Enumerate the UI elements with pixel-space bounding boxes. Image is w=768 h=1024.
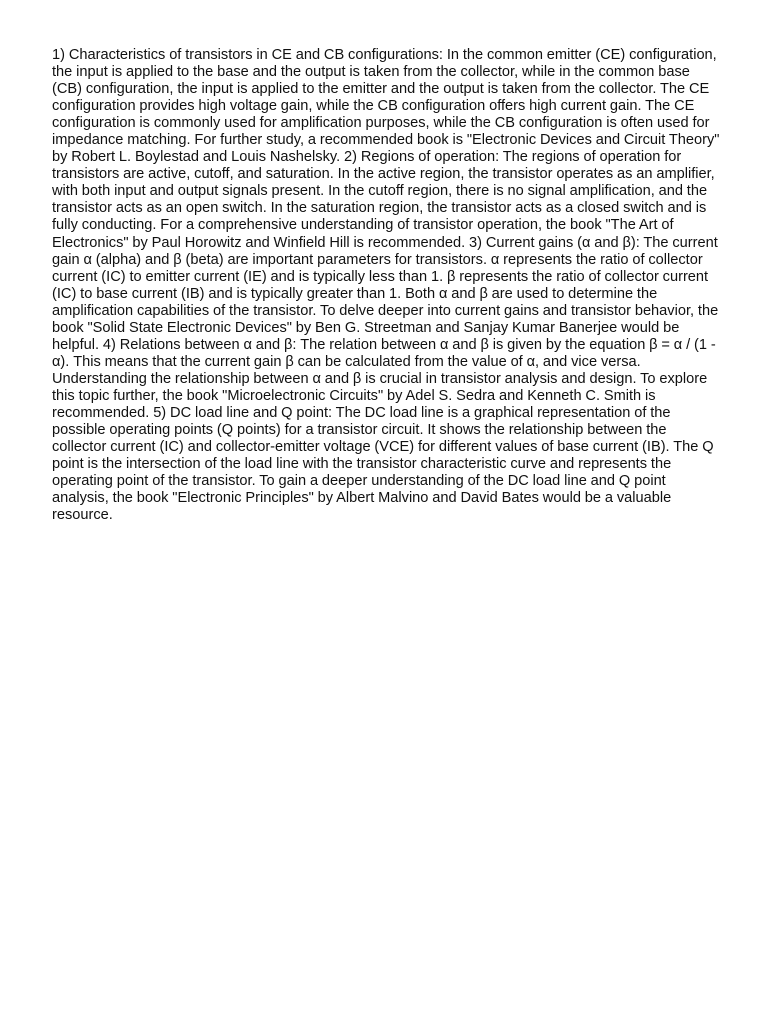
body-paragraph: 1) Characteristics of transistors in CE and CB configurations: In the common emitter (CE) configuration, the input is applied to the base and the output is taken from the collector, while in the common base (CB) configuration, the input is applied to the emitter and the output is taken from the collector. The CE configuration provides high voltage gain, while the CB configuration offers high current gain. The CE configuration is commonly used for amplification purposes, while the CB configuration is often used for impedance matching. For further study, a recommended book is "Electronic Devices and Circuit Theory" by Robert L. Boylestad and Louis Nashelsky. 2) Regions of operation: The regions of operation for transistors are active, cutoff, and saturation. In the active region, the transistor operates as an amplifier, with both input and output signals present. In the cutoff region, there is no signal amplification, and the transistor acts as an open switch. In the saturation region, the transistor acts as a closed switch and is fully conducting. For a comprehensive understanding of transistor operation, the book "The Art of Electronics" by Paul Horowitz and Winfield Hill is recommended. 3) Current gains (α and β): The current gain α (alpha) and β (beta) are important parameters for transistors. α represents the ratio of collector current (IC) to emitter current (IE) and is typically less than 1. β represents the ratio of collector current (IC) to base current (IB) and is typically greater than 1. Both α and β are used to determine the amplification capabilities of the transistor. To delve deeper into current gains and transistor behavior, the book "Solid State Electronic Devices" by Ben G. Streetman and Sanjay Kumar Banerjee would be helpful. 4) Relations between α and β: The relation between α and β is given by the equation β = α / (1 - α). This means that the current gain β can be calculated from the value of α, and vice versa. Understanding the relationship between α and β is crucial in transistor analysis and design. To explore this topic further, the book "Microelectronic Circuits" by Adel S. Sedra and Kenneth C. Smith is recommended. 5) DC load line and Q point: The DC load line is a graphical representation of the possible operating points (Q points) for a transistor circuit. It shows the relationship between the collector current (IC) and collector-emitter voltage (VCE) for different values of base current (IB). The Q point is the intersection of the load line with the transistor characteristic curve and represents the operating point of the transistor. To gain a deeper understanding of the DC load line and Q point analysis, the book "Electronic Principles" by Albert Malvino and David Bates would be a valuable resource. — [52, 47, 720, 524]
